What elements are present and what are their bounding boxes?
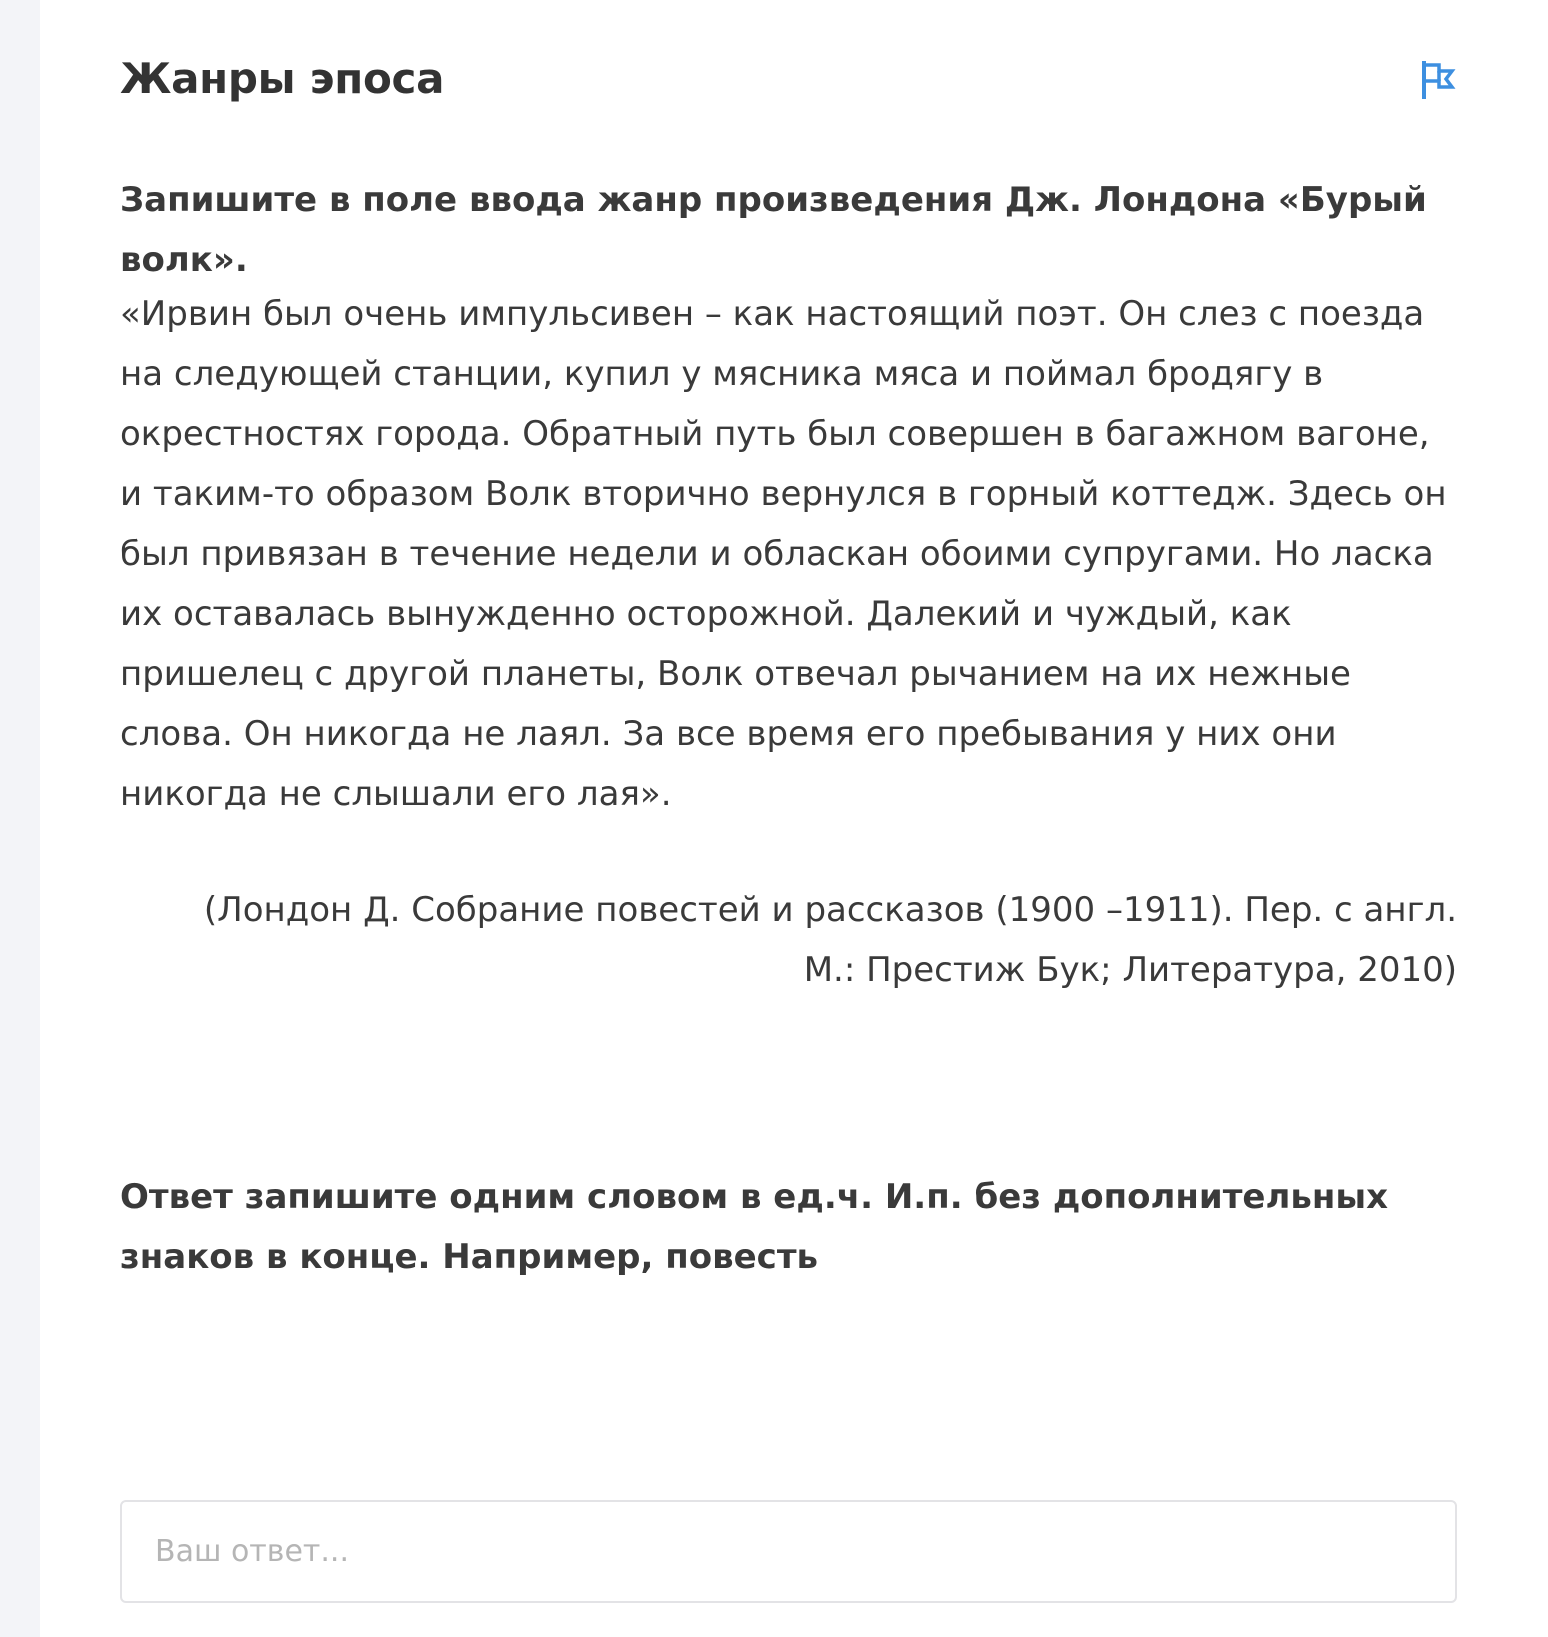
answer-input[interactable] xyxy=(120,1500,1457,1603)
report-flag-button[interactable] xyxy=(1419,60,1457,100)
task-instruction: Запишите в поле ввода жанр произведения Дж. Лондона «Бурый волк». xyxy=(120,180,1427,280)
flag-icon xyxy=(1419,60,1457,100)
page-title: Жанры эпоса xyxy=(120,54,445,103)
answer-hint: Ответ запишите одним словом в ед.ч. И.п. без дополнительных знаков в конце. Например, повесть xyxy=(120,1177,1389,1277)
passage-source xyxy=(120,880,1457,1000)
source-line-2: М.: Престиж Бук; Литература, 2010) xyxy=(803,950,1457,990)
quoted-passage: «Ирвин был очень импульсивен – как настоящий поэт. Он слез с поезда на следующей станции, купил у мясника мяса и поймал бродягу в окрестностях города. Обратный путь был совершен в багажном вагоне, и таким-то образом Волк вторично вернулся в горный коттедж. Здесь он был привязан в течение недели и обласкан обоими супругами. Но ласка их оставалась вынужденно осторожной. Далекий и чуждый, как пришелец с другой планеты, Волк отвечал рычанием на их нежные слова. Он никогда не лаял. За все время его пребывания у них они никогда не слышали его лая». xyxy=(120,294,1447,814)
task-header xyxy=(120,44,1457,114)
task-card xyxy=(40,0,1548,1637)
source-line-1: (Лондон Д. Собрание повестей и рассказов (1900 –1911). Пер. с англ. xyxy=(203,890,1457,930)
